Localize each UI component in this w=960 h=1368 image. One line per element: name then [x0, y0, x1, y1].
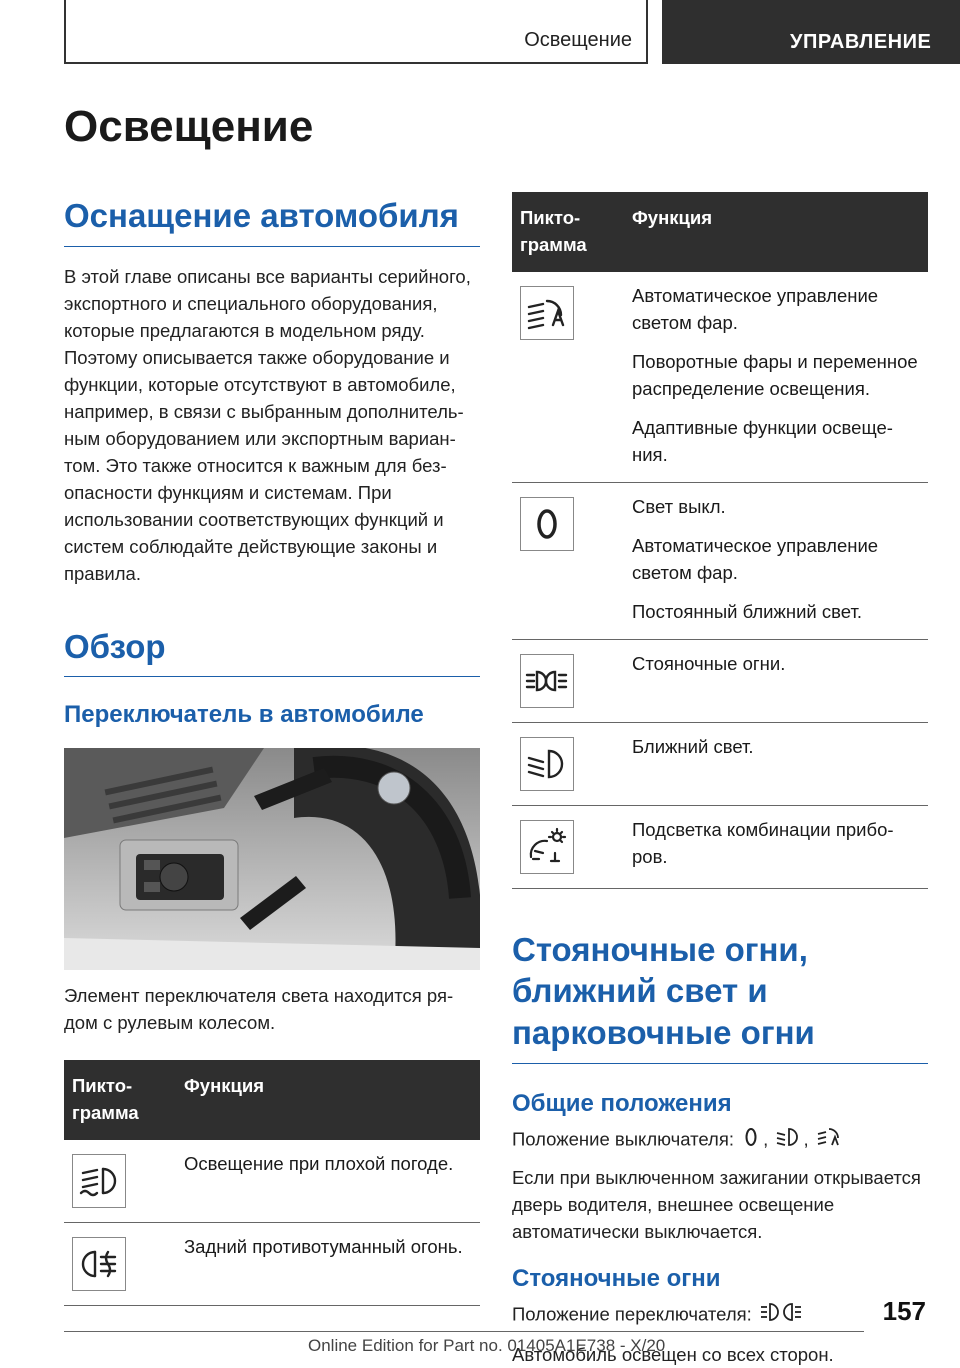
page-title: Освещение: [64, 102, 314, 151]
general-switch-line: [512, 1125, 928, 1156]
general-text: Если при выключенном зажигании открывается дверь водителя, внешнее освещение автоматически выключается.: [512, 1166, 921, 1242]
function-text: Подсветка комбинации приборов.: [632, 819, 894, 867]
icon-cell: [512, 806, 624, 889]
low-beam-icon: [775, 1125, 801, 1156]
comma: ,: [763, 1128, 769, 1150]
parking-lights-icon: [759, 1300, 803, 1331]
function-text: Адаптивные функции освещения.: [632, 417, 893, 465]
front-fog-light-icon: [72, 1154, 126, 1208]
auto-headlight-icon: [816, 1125, 842, 1156]
header-section-title: Освещение: [524, 29, 632, 51]
function-cell: [624, 806, 928, 889]
dashboard-illustration: [64, 748, 480, 970]
table-row: [64, 1223, 480, 1306]
icon-cell: [512, 483, 624, 640]
function-text: Освещение при плохой погоде.: [184, 1153, 454, 1175]
function-text: Автоматическое управление светом фар.: [632, 285, 879, 333]
function-text: Задний противотуманный огонь.: [184, 1236, 463, 1258]
rear-fog-light-icon: [72, 1237, 126, 1291]
col-function-header: Функция: [624, 192, 928, 272]
parking-switch-label: Положение переключателя:: [512, 1303, 752, 1325]
function-cell: [624, 272, 928, 483]
table-header-row: [64, 1060, 480, 1140]
switch-heading: Переключатель в автомобиле: [64, 701, 424, 729]
col-icon-header: Пиктограмма: [512, 192, 624, 272]
header-chapter-box: [662, 0, 960, 64]
table-row: [512, 640, 928, 723]
function-cell: [624, 640, 928, 723]
comma: ,: [803, 1128, 809, 1150]
function-text: Стояночные огни.: [632, 653, 786, 674]
table-row: [512, 272, 928, 483]
left-column: [64, 196, 480, 1306]
parking-text: Автомобиль освещен со всех сторон.: [512, 1344, 834, 1366]
header-chapter-title: УПРАВЛЕНИЕ: [790, 31, 932, 53]
function-cell: [176, 1223, 480, 1306]
general-heading: Общие положения: [512, 1089, 732, 1117]
function-text: Свет выкл.: [632, 496, 726, 517]
lights-off-icon: [741, 1125, 761, 1156]
header-section-box: [64, 0, 648, 64]
equipment-text: В этой главе описаны все варианты серийного, экспортного и специального оборудования, которые предлагаются в модельном ряду. Поэтому описывается также оборудование и функции, которые отсутствуют в автомобиле, например, в связи с выбранным дополнительным оборудованием или экспортным вариантом. Это также относится к важным для безопасности функциям и системам. При использовании соответствующих функций и систем соблюдайте действующие законы и правила.: [64, 265, 471, 584]
instrument-lighting-icon: [520, 820, 574, 874]
auto-headlight-icon: [520, 286, 574, 340]
col-function-header: Функция: [176, 1060, 480, 1140]
table-header-row: [512, 192, 928, 272]
footer-divider: [64, 1331, 864, 1332]
function-cell: [624, 483, 928, 640]
icon-cell: [512, 272, 624, 483]
lights-off-icon: [520, 497, 574, 551]
parking-switch-line: [512, 1300, 928, 1331]
icon-cell: [64, 1140, 176, 1223]
function-text: Поворотные фары и переменное распределение освещения.: [632, 351, 918, 399]
general-switch-label: Положение выключателя:: [512, 1128, 735, 1150]
icon-cell: [512, 723, 624, 806]
photo-caption: Элемент переключателя света находится рядом с рулевым колесом.: [64, 985, 454, 1034]
parking-heading: Стояночные огни, ближний свет и парковочные огни: [512, 929, 928, 1064]
table-row: [64, 1140, 480, 1223]
equipment-heading: Оснащение автомобиля: [64, 196, 480, 247]
function-cell: [624, 723, 928, 806]
col-icon-header: Пиктограмма: [64, 1060, 176, 1140]
table-row: [512, 483, 928, 640]
function-text: Постоянный ближний свет.: [632, 601, 863, 622]
function-cell: [176, 1140, 480, 1223]
right-pictogram-table: [512, 192, 928, 889]
right-column: [512, 192, 928, 1368]
icon-cell: [512, 640, 624, 723]
function-text: Ближний свет.: [632, 736, 754, 757]
page-number: 157: [882, 1296, 926, 1326]
overview-heading: Обзор: [64, 627, 480, 678]
light-switch-photo: [64, 748, 480, 970]
left-pictogram-table: [64, 1060, 480, 1306]
table-row: [512, 723, 928, 806]
function-text: Автоматическое управление светом фар.: [632, 535, 879, 583]
footer-edition: Online Edition for Part no. 01405A1E738 - X/20: [308, 1336, 666, 1355]
low-beam-icon: [520, 737, 574, 791]
table-row: [512, 806, 928, 889]
parking-lights-heading: Стояночные огни: [512, 1264, 721, 1292]
icon-cell: [64, 1223, 176, 1306]
parking-lights-icon: [520, 654, 574, 708]
